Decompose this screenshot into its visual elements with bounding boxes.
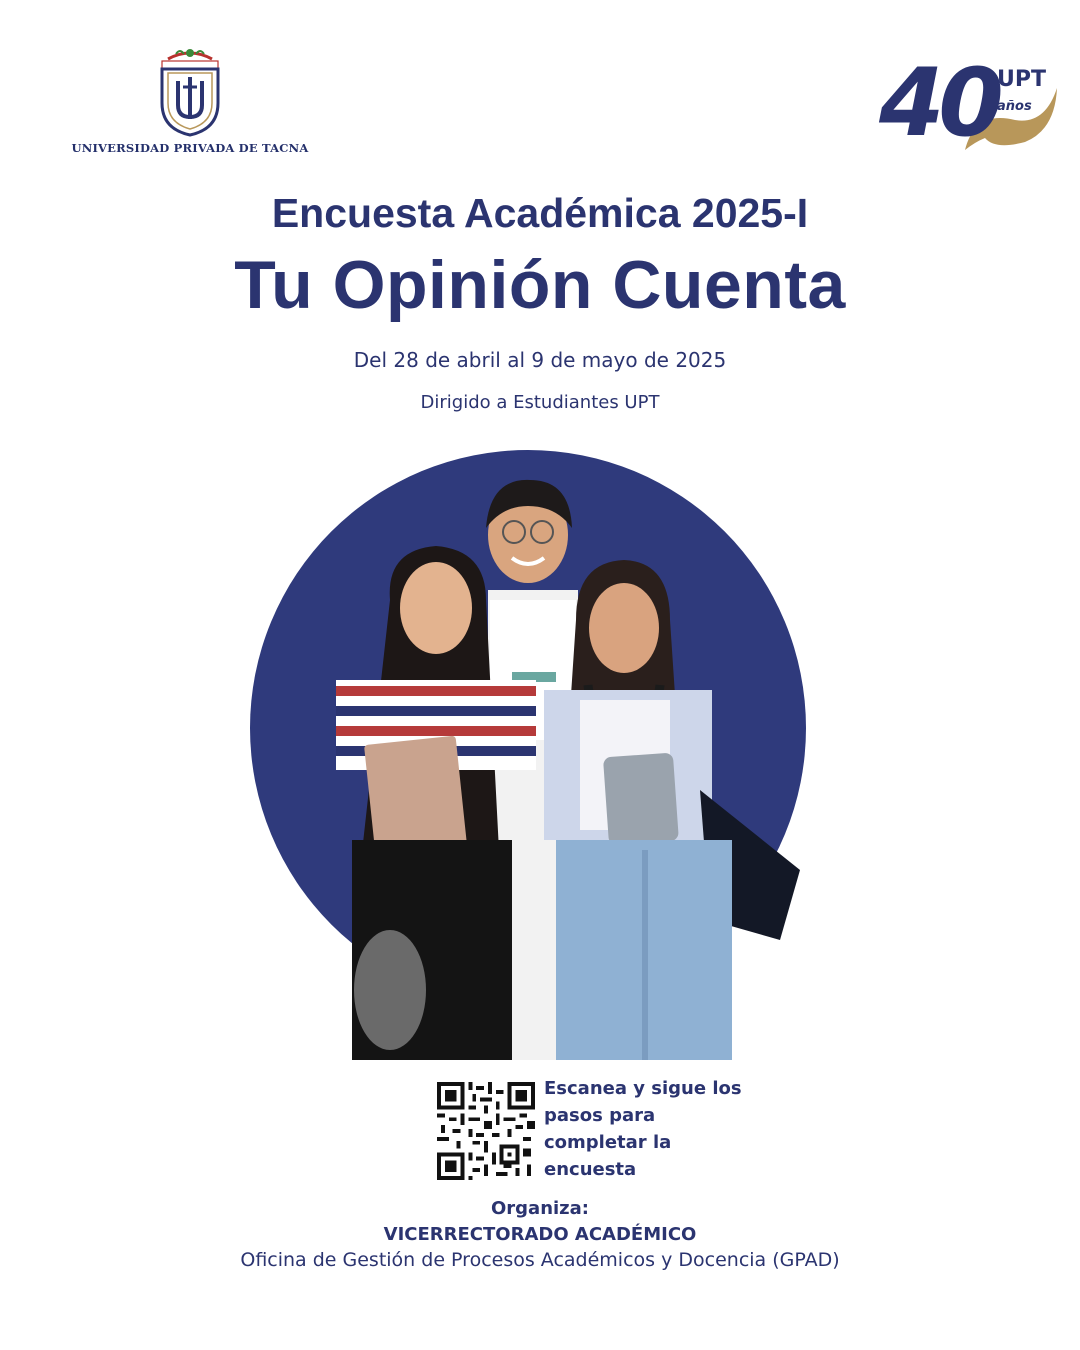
anniversary-number: 40: [879, 49, 998, 158]
qr-instruction-line: encuesta: [544, 1159, 637, 1180]
qr-instruction-line: pasos para: [544, 1105, 656, 1126]
qr-instruction: [544, 1075, 764, 1183]
survey-subtitle: Encuesta Académica 2025-I: [271, 190, 809, 236]
anniversary-brand: UPT: [997, 67, 1046, 92]
students-illustration: [240, 450, 820, 1060]
students-photo: [240, 450, 820, 1060]
university-logo: [60, 45, 320, 160]
organizer-label: Organiza:: [490, 1198, 589, 1219]
qr-code-icon[interactable]: [437, 1082, 535, 1180]
anniversary-logo-icon: [875, 49, 1060, 165]
university-seal-icon: [154, 45, 226, 137]
organizer-office: Oficina de Gestión de Procesos Académicos y Docencia (GPAD): [240, 1249, 840, 1271]
qr-instruction-line: Escanea y sigue los: [544, 1078, 742, 1099]
anniversary-suffix: años: [997, 99, 1032, 114]
survey-audience: Dirigido a Estudiantes UPT: [420, 392, 660, 413]
survey-title: Tu Opinión Cuenta: [234, 247, 846, 323]
survey-dates: Del 28 de abril al 9 de mayo de 2025: [353, 348, 727, 372]
organizer-name: VICERRECTORADO ACADÉMICO: [383, 1224, 697, 1245]
university-name: UNIVERSIDAD PRIVADA DE TACNA: [71, 141, 309, 155]
qr-instruction-line: completar la: [544, 1132, 672, 1153]
